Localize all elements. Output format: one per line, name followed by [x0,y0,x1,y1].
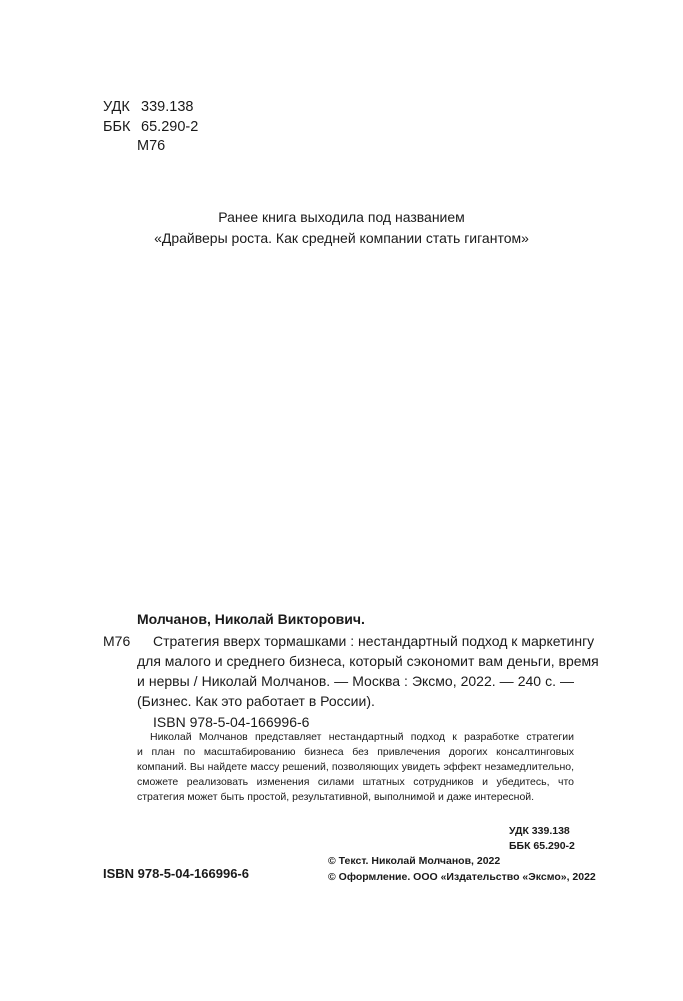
udk-value: 339.138 [141,99,194,115]
annotation-line3: компаний. Вы найдете массу решений, позволяющих увидеть эффект незамедлительно, [137,761,574,773]
bbk-top [103,118,198,136]
author-mark-top: М76 [137,138,166,154]
bibliographic-author: Молчанов, Николай Викторович. [137,611,365,627]
bbk-label: ББК [103,119,131,135]
bbk-value: 65.290-2 [141,119,199,135]
udk-bottom: УДК 339.138 [509,825,570,837]
bibliographic-isbn: ISBN 978-5-04-166996-6 [153,714,310,730]
udk-label: УДК [103,99,130,115]
udk-top [103,98,193,116]
annotation-line5: стратегия может быть простой, результативной, выполнимой и даже интересной. [137,791,535,803]
former-title-line1: Ранее книга выходила под названием [218,209,465,225]
annotation-line2: и план по масштабированию бизнеса без привлечения дорогих консалтинговых [137,746,574,758]
copyright-design: © Оформление. ООО «Издательство «Эксмо», 2022 [328,871,596,883]
bibliographic-line1: Стратегия вверх тормашками : нестандартный подход к маркетингу [153,633,595,649]
isbn-bottom: ISBN 978-5-04-166996-6 [103,866,249,881]
bibliographic-line3: и нервы / Николай Молчанов. — Москва : Эксмо, 2022. — 240 с. — [137,673,574,689]
bibliographic-line2: для малого и среднего бизнеса, который сэкономит вам деньги, время [137,653,599,669]
bbk-bottom: ББК 65.290-2 [509,840,575,852]
former-title-line2: «Драйверы роста. Как средней компании стать гигантом» [154,230,529,246]
bibliographic-line4: (Бизнес. Как это работает в России). [137,693,375,709]
bibliographic-author-mark: М76 [103,633,131,649]
copyright-text: © Текст. Николай Молчанов, 2022 [328,855,501,867]
annotation-line4: сможете реализовать изменения силами штатных сотрудников и убедитесь, что [137,776,574,788]
annotation-line1: Николай Молчанов представляет нестандартный подход к разработке стратегии [150,731,574,743]
